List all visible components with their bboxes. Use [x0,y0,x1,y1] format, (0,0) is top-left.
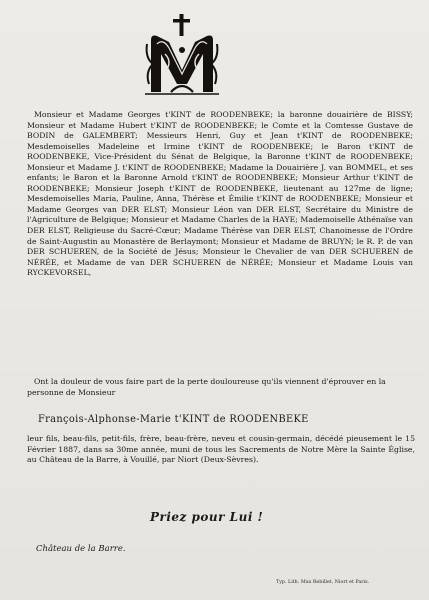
prayer-line: Priez pour Lui ! [150,510,264,524]
family-names-paragraph: Monsieur et Madame Georges t'KINT de ROODENBEKE; la baronne douairière de BISSY; Monsieur et Madame Hubert t'KINT de ROODENBEKE; le Comte et la Comtesse Gustave de BODIN de GALEMBERT; Messieurs Henri, Guy et Jean t'KINT de ROODENBEKE; Mesdemoiselles Madeleine et Irmine t'KINT de ROODENBEKE; le Baron t'KINT de ROODENBEKE, Vice-Président du Sénat de Belgique, la Baronne t'KINT de ROODENBEKE; Monsieur et Madame J. t'KINT de ROODENBEKE; Madame la Douairière J. van BOMMEL, et ses enfants; le Baron et la Baronne Arnold t'KINT de ROODENBEKE; Monsieur Arthur t'KINT de ROODENBEKE; Monsieur Joseph t'KINT de ROODENBEKE, lieutenant au 127me de ligne; Mesdemoiselles Maria, Pauline, Anna, Thérèse et Émilie t'KINT de ROODENBEKE; Monsieur et Madame Georges van DER ELST; Monsieur Léon van DER ELST, Secrétaire du Ministre de l'Agriculture de Belgique; Monsieur et Madame Charles de la HAYE; Mademoiselle Athénaïse van DER ELST, Religieuse du Sacré-Cœur; Madame Thérèse van DER ELST, Chanoinesse de l'Ordre de Saint-Augustin au Monastère de Berlaymont; Monsieur et Madame de BRUYN; le R. P. de van DER SCHUEREN, de la Société de Jésus; Monsieur le Chevalier de van DER SCHUEREN de NÉRÉE, et Madame de van DER SCHUEREN de NÉRÉE; Monsieur et Madame Louis van RYCKEVORSEL, [27,110,413,278]
printer-imprint: Typ. Lith. Max Rebillet, Niort et Paris. [276,580,370,585]
death-details: leur fils, beau-fils, petit-fils, frère, beau-frère, neveu et cousin-germain, décédé pieusement le 15 Février 1887, dans sa 30me année, muni de tous les Sacrements de Notre Mère la Sainte Église, au Château de la Barre, à Vouillé, par Niort (Deux-Sèvres). [27,434,415,465]
place-signature: Château de la Barre. [36,544,126,554]
announcement-intro: Ont la douleur de vous faire part de la perte douloureuse qu'ils viennent d'éprouver en la personne de Monsieur [27,377,386,397]
cross-monogram-icon [143,14,221,98]
deceased-name: François-Alphonse-Marie t'KINT de ROODENBEKE [38,414,309,425]
